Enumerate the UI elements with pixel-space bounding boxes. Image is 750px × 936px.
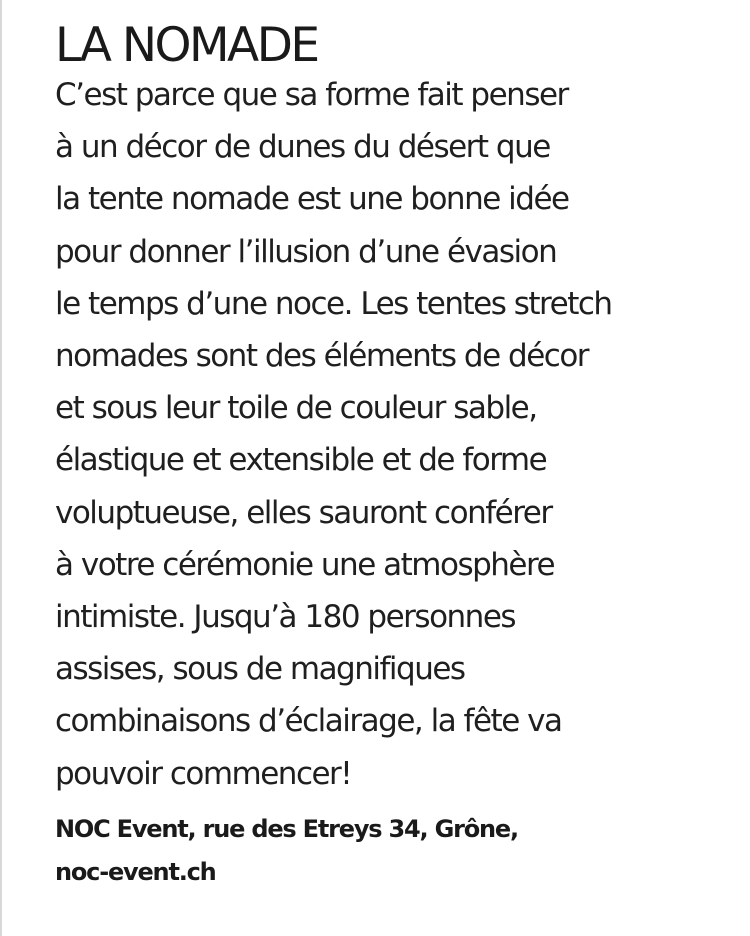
body-line: nomades sont des éléments de décor bbox=[55, 338, 589, 375]
body-line: assises, sous de magnifiques bbox=[55, 651, 465, 688]
body-line: à votre cérémonie une atmosphère bbox=[55, 546, 555, 583]
body-line: combinaisons d’éclairage, la fête va bbox=[55, 703, 562, 740]
article-body bbox=[55, 69, 735, 800]
credit-website: noc-event.ch bbox=[55, 857, 216, 886]
article-title: LA NOMADE bbox=[55, 18, 318, 73]
page-edge bbox=[0, 0, 2, 936]
body-line: à un décor de dunes du désert que bbox=[55, 129, 550, 166]
credit-address: NOC Event, rue des Etreys 34, Grône, bbox=[55, 814, 518, 843]
article bbox=[55, 18, 735, 894]
body-line: pouvoir commencer! bbox=[55, 755, 352, 792]
article-credit bbox=[55, 808, 735, 894]
body-line: pour donner l’illusion d’une évasion bbox=[55, 233, 557, 270]
body-line: C’est parce que sa forme fait penser bbox=[55, 77, 568, 113]
body-line: et sous leur toile de couleur sable, bbox=[55, 390, 537, 427]
body-line: voluptueuse, elles sauront conférer bbox=[55, 494, 552, 531]
body-line: le temps d’une noce. Les tentes stretch bbox=[55, 285, 612, 322]
body-line: la tente nomade est une bonne idée bbox=[55, 181, 569, 218]
body-line: intimiste. Jusqu’à 180 personnes bbox=[55, 599, 516, 636]
body-line: élastique et extensible et de forme bbox=[55, 442, 547, 479]
